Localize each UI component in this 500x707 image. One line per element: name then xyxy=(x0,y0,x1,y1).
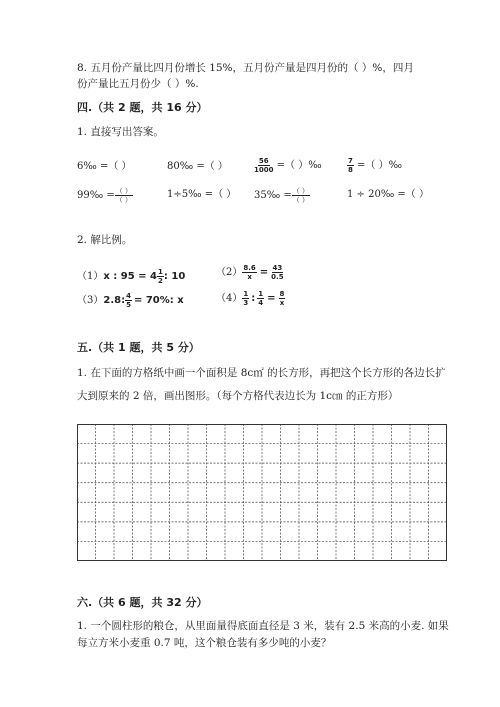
proportion-4-anum: 1 xyxy=(243,290,249,298)
proportion-1-rhs: : 10 xyxy=(163,271,186,282)
calc-1a: 6‰ =（ ） xyxy=(77,161,132,172)
calc-1d-num: 7 xyxy=(348,157,353,165)
proportion-2 xyxy=(216,264,284,281)
proportion-3-num: 4 xyxy=(126,292,131,300)
proportion-4-cnum: 8 xyxy=(279,290,285,298)
proportion-1-index: （1） xyxy=(77,271,104,282)
proportion-2-index: （2） xyxy=(216,267,243,278)
proportion-4-bnum: 1 xyxy=(258,290,264,298)
calc-2a xyxy=(77,187,133,204)
section-5-title: 五.（共 1 题，共 5 分） xyxy=(77,341,200,354)
proportion-1-num: 1 xyxy=(158,268,163,276)
calc-2c-den: （ ） xyxy=(292,196,309,204)
calc-1c-den: 1000 xyxy=(254,166,274,174)
proportion-4-eq: = xyxy=(267,293,276,304)
section-6-q1-line2: 每立方米小麦重 0.7 吨，这个粮仓装有多少吨的小麦？ xyxy=(77,637,332,649)
proportion-4-aden: 3 xyxy=(243,299,249,307)
proportion-1 xyxy=(77,268,185,285)
calc-2a-den: （ ） xyxy=(115,196,132,204)
calc-1d xyxy=(347,157,402,174)
proportion-2-rden: 0.5 xyxy=(271,273,284,281)
proportion-3-den: 5 xyxy=(126,301,131,309)
section-5-q1-line1: 1. 在下面的方格纸中画一个面积是 8c㎡ 的长方形，再把这个长方形的各边长扩 xyxy=(77,367,446,379)
q8-line2: 份产量比五月份少（ ）%. xyxy=(77,78,199,90)
section-5-q1-line2: 大到原来的 2 倍，画出图形。（每个方格代表边长为 1c㎝ 的正方形） xyxy=(77,390,399,402)
calc-1c-rest: =（ ）‰ xyxy=(273,160,322,171)
calc-2c-pre: 35‰ = xyxy=(254,190,292,201)
proportion-2-eq: = xyxy=(259,267,269,278)
section-6-q1-line1: 1. 一个圆柱形的粮仓，从里面量得底面直径是 3 米，装有 2.5 米高的小麦. 如果 xyxy=(77,620,449,632)
calc-2d: 1 ÷ 20‰ =（ ） xyxy=(347,189,429,200)
calc-1b: 80‰ =（ ） xyxy=(167,161,228,172)
calc-1c-num: 56 xyxy=(258,157,269,165)
calc-1d-rest: =（ ）‰ xyxy=(353,160,403,171)
proportion-4-index: （4） xyxy=(216,293,243,304)
grid-paper[interactable] xyxy=(77,424,447,561)
proportion-4 xyxy=(216,290,285,307)
section-4-q1-label: 1. 直接写出答案。 xyxy=(77,126,164,138)
proportion-3 xyxy=(77,292,184,309)
calc-1c xyxy=(254,157,322,174)
calc-2a-num: （ ） xyxy=(115,187,132,195)
proportion-1-den: 2 xyxy=(158,277,163,285)
section-4-q2-label: 2. 解比例。 xyxy=(77,234,133,246)
proportion-2-lden: x xyxy=(247,273,252,281)
proportion-4-cden: x xyxy=(279,299,285,307)
section-4-title: 四.（共 2 题，共 16 分） xyxy=(77,101,208,114)
proportion-4-colon: : xyxy=(251,293,256,304)
proportion-2-rnum: 43 xyxy=(272,264,283,272)
proportion-4-bden: 4 xyxy=(258,299,264,307)
proportion-3-lhs: 2.8: xyxy=(103,295,126,306)
calc-2c-num: （ ） xyxy=(292,187,309,195)
section-6-title: 六.（共 6 题，共 32 分） xyxy=(77,596,208,609)
proportion-3-rhs: = 70%: x xyxy=(133,295,184,306)
calc-1d-den: 8 xyxy=(348,166,353,174)
proportion-1-lhs: x : 95 = 4 xyxy=(103,271,158,282)
calc-2c xyxy=(254,187,310,204)
calc-2a-pre: 99‰ = xyxy=(77,190,115,201)
proportion-3-index: （3） xyxy=(77,295,104,306)
proportion-2-lnum: 8.6 xyxy=(243,264,256,272)
q8-line1: 8. 五月份产量比四月份增长 15%，五月份产量是四月份的（ ）%，四月 xyxy=(77,62,414,74)
grid-paper-svg xyxy=(77,424,447,561)
calc-2b: 1÷5‰ =（ ） xyxy=(167,189,237,200)
